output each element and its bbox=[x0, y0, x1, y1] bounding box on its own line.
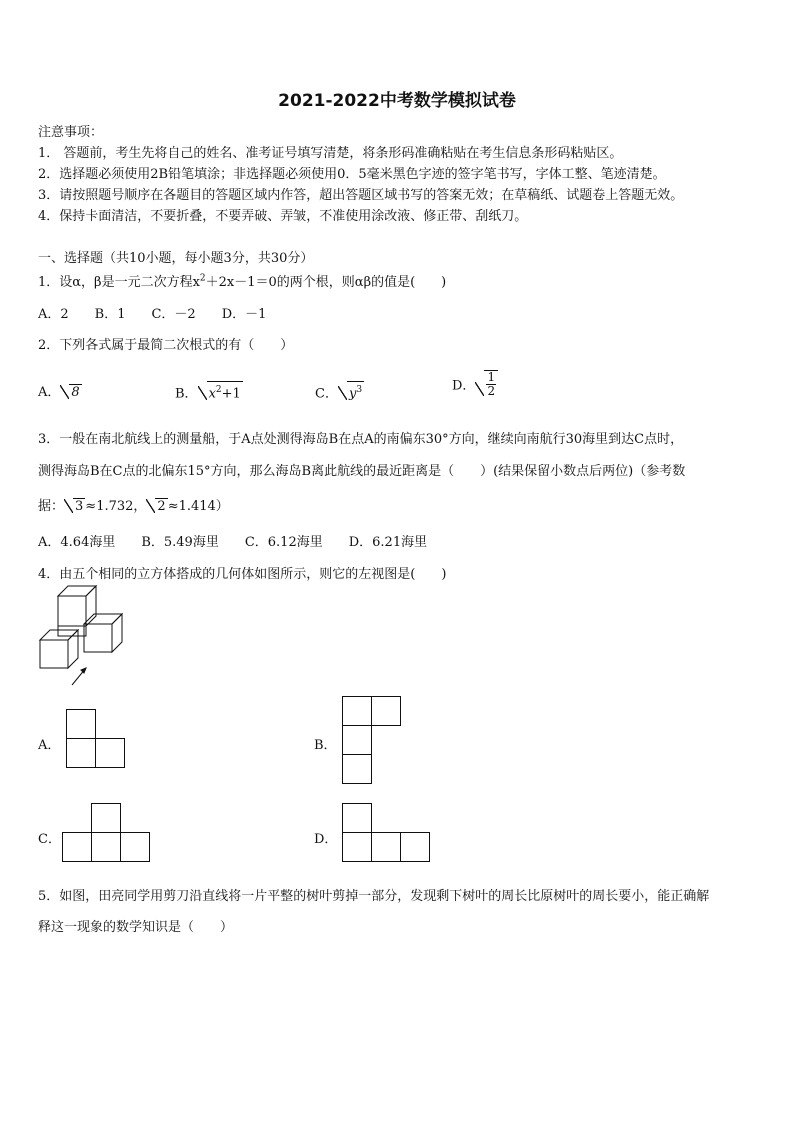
question-2-option-d: D． $\frac{1}{2}$ bbox=[452, 370, 498, 398]
question-2-option-c: C． $y^3$ bbox=[315, 381, 364, 402]
question-2-option-b: B． $x^2+1$ bbox=[175, 381, 243, 402]
question-3-line: 3．一般在南北航线上的测量船，于A点处测得海岛B在点A的南偏东30°方向，继续向南航行30海里到达C点时， bbox=[38, 432, 684, 447]
question-2-option-a: A． 8 bbox=[38, 385, 80, 400]
question-1-options: A．2 B．1 C．－2 D．－1 bbox=[38, 307, 267, 322]
question-5-line: 释这一现象的数学知识是（ ） bbox=[38, 920, 234, 935]
notice-item: 3．请按照题号顺序在各题目的答题区域内作答，超出答题区域书写的答案无效；在草稿纸、试题卷上答题无效。 bbox=[38, 188, 684, 203]
question-1-stem: 1．设α，β是一元二次方程$x^2+2x-1=0$的两个根，则αβ的值是( ) bbox=[38, 273, 447, 290]
page-title: 2021-2022中考数学模拟试卷 bbox=[278, 91, 516, 111]
option-b-view-drawing bbox=[342, 696, 404, 788]
question-3-options: A．4.64海里 B．5.49海里 C．6.12海里 D．6.21海里 bbox=[38, 535, 428, 550]
section-heading: 一、选择题（共10小题，每小题3分，共30分） bbox=[38, 251, 314, 266]
question-3-line: 测得海岛B在C点的北偏东15°方向，那么海岛B离此航线的最近距离是（ ）(结果保留小数点后两位)（参考数 bbox=[38, 464, 686, 479]
question-4-stem: 4．由五个相同的立方体搭成的几何体如图所示，则它的左视图是( ) bbox=[38, 567, 447, 582]
notice-item: 2．选择题必须使用2B铅笔填涂；非选择题必须使用0．5毫米黑色字迹的签字笔书写，字体工整、笔迹清楚。 bbox=[38, 167, 666, 182]
notice-item: 1． 答题前，考生先将自己的姓名、准考证号填写清楚，将条形码准确粘贴在考生信息条形码粘贴区。 bbox=[38, 146, 623, 161]
option-a-view-drawing bbox=[66, 709, 128, 771]
notice-heading: 注意事项： bbox=[38, 125, 104, 140]
option-d-view-drawing bbox=[342, 803, 434, 865]
question-4-option-c-label: C． bbox=[38, 832, 61, 847]
question-4-option-d-label: D． bbox=[314, 832, 338, 847]
cube-solid-figure bbox=[30, 582, 130, 687]
notice-item: 4．保持卡面清洁，不要折叠，不要弄破、弄皱，不准使用涂改液、修正带、刮纸刀。 bbox=[38, 209, 528, 224]
question-2-stem: 2．下列各式属于最简二次根式的有（ ） bbox=[38, 338, 294, 353]
question-3-reference: 据： 3 ≈1.732， 2 ≈1.414） bbox=[38, 499, 229, 514]
question-5-line: 5．如图，田亮同学用剪刀沿直线将一片平整的树叶剪掉一部分，发现剩下树叶的周长比原树叶的周长要小，能正确解 bbox=[38, 889, 710, 904]
option-c-view-drawing bbox=[62, 803, 154, 865]
question-4-option-a-label: A． bbox=[38, 738, 61, 753]
question-4-option-b-label: B． bbox=[314, 738, 337, 753]
